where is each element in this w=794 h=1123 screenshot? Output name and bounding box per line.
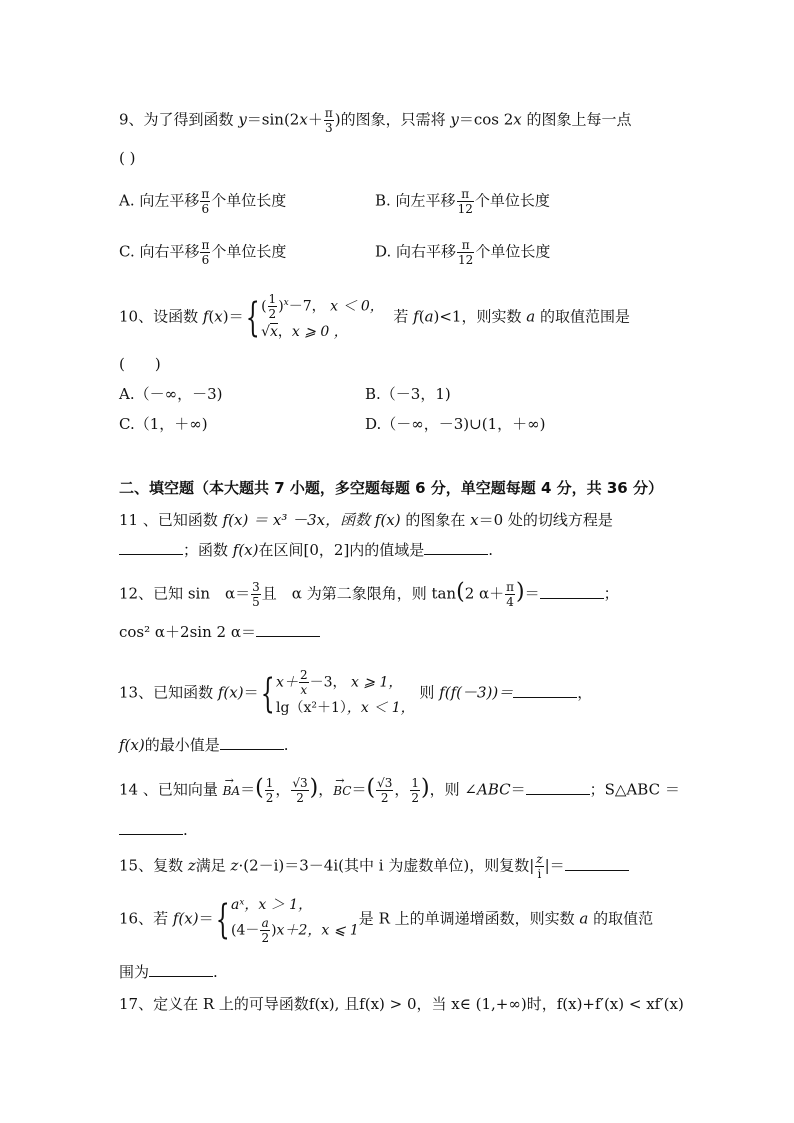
fraction: $\frac{3}{5}$ bbox=[252, 580, 260, 609]
piecewise-cases: aˣ，x ＞ 1， (4－ $\frac{a}{2}$ )x＋2，x ⩽ 1 bbox=[231, 897, 359, 945]
q17-line: 17、定义在 R 上的可导函数f(x), 且f(x) > 0，当 x∈ (1,+∞)时，f(x)+f′(x) < xf′(x) bbox=[119, 995, 684, 1013]
vector-ba: → BA bbox=[223, 781, 240, 801]
q10-option-a[interactable]: A.（－∞，－3) bbox=[119, 385, 223, 403]
q14-line1: 14 、已知向量 → BA＝( $\frac{1}{2}$ ， $\frac{√3}{2}$ )，→ BC＝( $\frac{√3}{2}$ ， $\frac{1}{2}$ )，则 ∠ABC＝ ；S△ABC ＝ bbox=[119, 776, 680, 805]
section-heading: 二、填空题（本大题共 7 小题，多空题每题 6 分，单空题每题 4 分，共 36 分） bbox=[119, 479, 663, 497]
q10-option-d[interactable]: D.（－∞，－3)∪(1，＋∞) bbox=[365, 415, 546, 433]
answer-blank[interactable] bbox=[513, 683, 577, 698]
left-brace: { bbox=[260, 670, 275, 717]
fraction: $\frac{1}{2}$ bbox=[411, 776, 420, 805]
fraction: $\frac{a}{2}$ bbox=[261, 916, 270, 945]
fraction: $\frac{\pi}{6}$ bbox=[201, 238, 210, 267]
q9-option-b[interactable]: B. 向左平移 $\frac{\pi}{12}$ 个单位长度 bbox=[375, 187, 550, 216]
q10-paren: ( ) bbox=[119, 355, 161, 373]
q9-stem: 9、为了得到函数 y＝sin(2x＋ $\frac{\pi}{3}$ )的图象，只需将 y＝cos 2x 的图象上每一点 bbox=[119, 106, 632, 135]
answer-blank[interactable] bbox=[540, 584, 604, 599]
q9-option-d[interactable]: D. 向右平移 $\frac{\pi}{12}$ 个单位长度 bbox=[375, 238, 551, 267]
fraction: $\frac{\pi}{6}$ bbox=[201, 187, 210, 216]
fraction: $\frac{2}{x}$ bbox=[299, 668, 308, 697]
q10-stem: 10、设函数 f(x)＝{ ( $\frac{1}{2}$ )$^x$－7， x ＜ 0， √x，x ⩾ 0 ， 若 f(a)<1，则实数 a 的取值范围是 bbox=[119, 292, 630, 343]
q15-line: 15、复数 z满足 z·(2－i)＝3－4i(其中 i 为虚数单位)，则复数| $\frac{z}{i}$ |＝ bbox=[119, 852, 629, 881]
q14-line2: . bbox=[119, 820, 188, 840]
fraction: $\frac{1}{2}$ bbox=[268, 292, 277, 322]
q11-line1: 11 、已知函数 f(x) ＝ x³ －3x，函数 f(x) 的图象在 x＝0 处的切线方程是 bbox=[119, 511, 613, 529]
fraction: $\frac{z}{i}$ bbox=[536, 852, 543, 881]
q9-option-c[interactable]: C. 向右平移 $\frac{\pi}{6}$ 个单位长度 bbox=[119, 238, 287, 267]
fraction: $\frac{1}{2}$ bbox=[265, 776, 274, 805]
q10-option-b[interactable]: B.（－3，1) bbox=[365, 385, 451, 403]
answer-blank[interactable] bbox=[220, 735, 284, 750]
q13-line1: 13、已知函数 f(x)＝{ x＋ $\frac{2}{x}$ －3， x ⩾ 1， lg（x²＋1），x ＜ 1， 则 f(f(－3))＝ ， bbox=[119, 668, 592, 719]
vector-bc: → BC bbox=[333, 781, 351, 801]
q16-line2: 围为 . bbox=[119, 963, 218, 981]
fraction: $\frac{\pi}{12}$ bbox=[458, 238, 474, 267]
q10-option-c[interactable]: C.（1，＋∞) bbox=[119, 415, 208, 433]
answer-blank[interactable] bbox=[565, 856, 629, 871]
q13-line2: f(x)的最小值是 . bbox=[119, 736, 289, 754]
answer-blank[interactable] bbox=[119, 820, 183, 835]
answer-blank[interactable] bbox=[256, 622, 320, 637]
q9-option-a[interactable]: A. 向左平移 $\frac{\pi}{6}$ 个单位长度 bbox=[119, 187, 287, 216]
q12-line2: cos² α＋2sin 2 α＝ bbox=[119, 622, 320, 642]
left-brace: { bbox=[245, 294, 260, 341]
left-brace: { bbox=[215, 896, 230, 943]
piecewise-cases: ( $\frac{1}{2}$ )$^x$－7， x ＜ 0， √x，x ⩾ 0 ， bbox=[261, 292, 384, 341]
fraction: $\frac{\pi}{12}$ bbox=[457, 187, 473, 216]
fraction: $\frac{√3}{2}$ bbox=[292, 776, 308, 805]
q9-paren: ( ) bbox=[119, 149, 136, 167]
fraction: $\frac{\pi}{4}$ bbox=[506, 580, 515, 609]
q16-line1: 16、若 f(x)＝{ aˣ，x ＞ 1， (4－ $\frac{a}{2}$ )x＋2，x ⩽ 1 是 R 上的单调递增函数，则实数 a 的取值范 bbox=[119, 894, 653, 945]
answer-blank[interactable] bbox=[119, 540, 183, 555]
answer-blank[interactable] bbox=[526, 780, 590, 795]
q11-line2: ；函数 f(x)在区间[0，2]内的值域是 . bbox=[119, 540, 493, 560]
fraction: $\frac{√3}{2}$ bbox=[377, 776, 393, 805]
q12-line1: 12、已知 sin α＝ $\frac{3}{5}$ 且 α 为第二象限角，则 tan(2 α＋ $\frac{\pi}{4}$ )＝ ； bbox=[119, 579, 619, 609]
fraction: $\frac{\pi}{3}$ bbox=[324, 106, 333, 135]
answer-blank[interactable] bbox=[424, 540, 488, 555]
answer-blank[interactable] bbox=[149, 962, 213, 977]
piecewise-cases: x＋ $\frac{2}{x}$ －3， x ⩾ 1， lg（x²＋1），x ＜ 1， bbox=[276, 668, 415, 716]
